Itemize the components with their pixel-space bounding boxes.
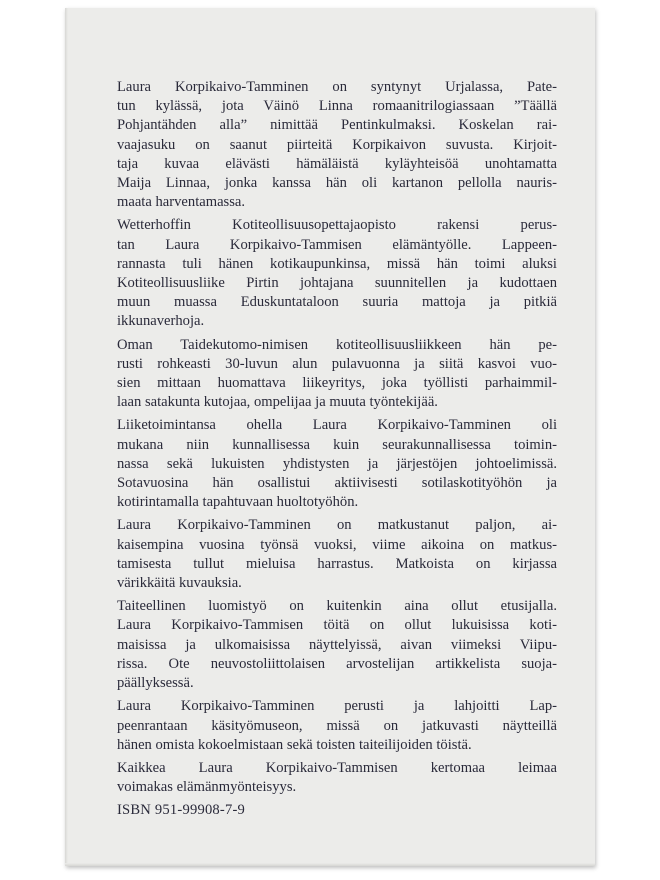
- blurb-line: Liiketoimintansa ohella Laura Korpikaivo-Tamminen oli: [117, 417, 557, 434]
- blurb-line: Kaikkea Laura Korpikaivo-Tammisen kertomaa leimaa: [117, 759, 557, 776]
- blurb-line: hänen omista kokoelmistaan sekä toisten taiteilijoiden töistä.: [117, 736, 472, 753]
- blurb-line: maisissa ja ulkomaisissa näyttelyissä, aivan viimeksi Viipu-: [117, 636, 557, 653]
- blurb-line: rannasta tuli hänen kotikaupunkinsa, missä hän toimi aluksi: [117, 255, 557, 272]
- blurb-paragraph: [117, 597, 557, 693]
- blurb-paragraph: [117, 216, 557, 331]
- blurb-line: taja kuvaa elävästi hämäläistä kyläyhteisöä unohtamatta: [117, 155, 557, 172]
- blurb-line: päällyksessä.: [117, 675, 194, 692]
- blurb-line: tamisesta tullut mieluisa harrastus. Matkoista on kirjassa: [117, 555, 557, 572]
- blurb-line: nassa sekä lukuisten yhdistysten ja järjestöjen johtoelimissä.: [117, 455, 557, 472]
- blurb-line: värikkäitä kuvauksia.: [117, 575, 242, 592]
- blurb-line: laan satakunta kutojaa, ompelijaa ja muuta työntekijää.: [117, 394, 438, 411]
- blurb-line: sien mittaan huomattava liikeyritys, joka työllisti parhaimmil-: [117, 375, 557, 392]
- blurb-line: Sotavuosina hän osallistui aktiivisesti sotilaskotityöhön ja: [117, 475, 557, 492]
- blurb-paragraph: [117, 416, 557, 512]
- isbn-number: ISBN 951-99908-7-9: [117, 802, 246, 818]
- cover-spine-edge: [65, 8, 68, 866]
- blurb-line: tan Laura Korpikaivo-Tammisen elämäntyölle. Lappeen-: [117, 236, 557, 253]
- blurb-line: Taiteellinen luomistyö on kuitenkin aina ollut etusijalla.: [117, 598, 557, 615]
- book-back-cover: [65, 8, 595, 866]
- blurb-line: muun muassa Eduskuntataloon suuria mattoja ja pitkiä: [117, 294, 557, 311]
- blurb-line: rissa. Ote neuvostoliittolaisen arvostelijan artikkelista suoja-: [117, 655, 557, 672]
- blurb-paragraph: [117, 759, 557, 797]
- blurb-line: vaajasuku on saanut piirteitä Korpikaivon suvusta. Kirjoit-: [117, 136, 557, 153]
- blurb-line: tun kylässä, jota Väinö Linna romaanitrilogiassaan ”Täällä: [117, 98, 557, 115]
- blurb-line: Wetterhoffin Kotiteollisuusopettajaopisto rakensi perus-: [117, 217, 557, 234]
- blurb-line: rusti rohkeasti 30-luvun alun pulavuonna ja siitä kasvoi vuo-: [117, 355, 557, 372]
- blurb-line: Maija Linnaa, jonka kanssa hän oli kartanon pellolla nauris-: [117, 175, 557, 192]
- blurb-line: mukana niin kunnallisessa kuin seurakunnallisessa toimin-: [117, 436, 557, 453]
- blurb-line: Laura Korpikaivo-Tamminen perusti ja lahjoitti Lap-: [117, 698, 557, 715]
- blurb-line: Kotiteollisuusliike Pirtin johtajana suunnitellen ja kudottaen: [117, 275, 557, 292]
- blurb-paragraph: [117, 516, 557, 593]
- blurb-line: kaisempina vuosina työnsä vuoksi, viime aikoina on matkus-: [117, 536, 557, 553]
- blurb-line: voimakas elämänmyönteisyys.: [117, 779, 297, 796]
- blurb-line: maata harventamassa.: [117, 194, 246, 211]
- blurb-line: ikkunaverhoja.: [117, 313, 205, 330]
- blurb-line: Laura Korpikaivo-Tammisen töitä on ollut lukuisissa koti-: [117, 617, 557, 634]
- cover-bottom-edge: [65, 863, 595, 866]
- blurb-paragraph: [117, 697, 557, 755]
- blurb-line: Laura Korpikaivo-Tamminen on syntynyt Urjalassa, Pate-: [117, 79, 557, 95]
- blurb-paragraph: [117, 336, 557, 413]
- blurb-line: Laura Korpikaivo-Tamminen on matkustanut paljon, ai-: [117, 517, 557, 534]
- blurb-line: Oman Taidekutomo-nimisen kotiteollisuusliikkeen hän pe-: [117, 336, 557, 353]
- blurb-line: Pohjantähden alla” nimittää Pentinkulmaksi. Koskelan rai-: [117, 117, 557, 134]
- blurb-text: [117, 78, 557, 801]
- blurb-line: peenrantaan käsityömuseon, missä on jatkuvasti näytteillä: [117, 717, 557, 734]
- blurb-paragraph: [117, 78, 557, 212]
- blurb-line: kotirintamalla tapahtuvaan huoltotyöhön.: [117, 494, 359, 511]
